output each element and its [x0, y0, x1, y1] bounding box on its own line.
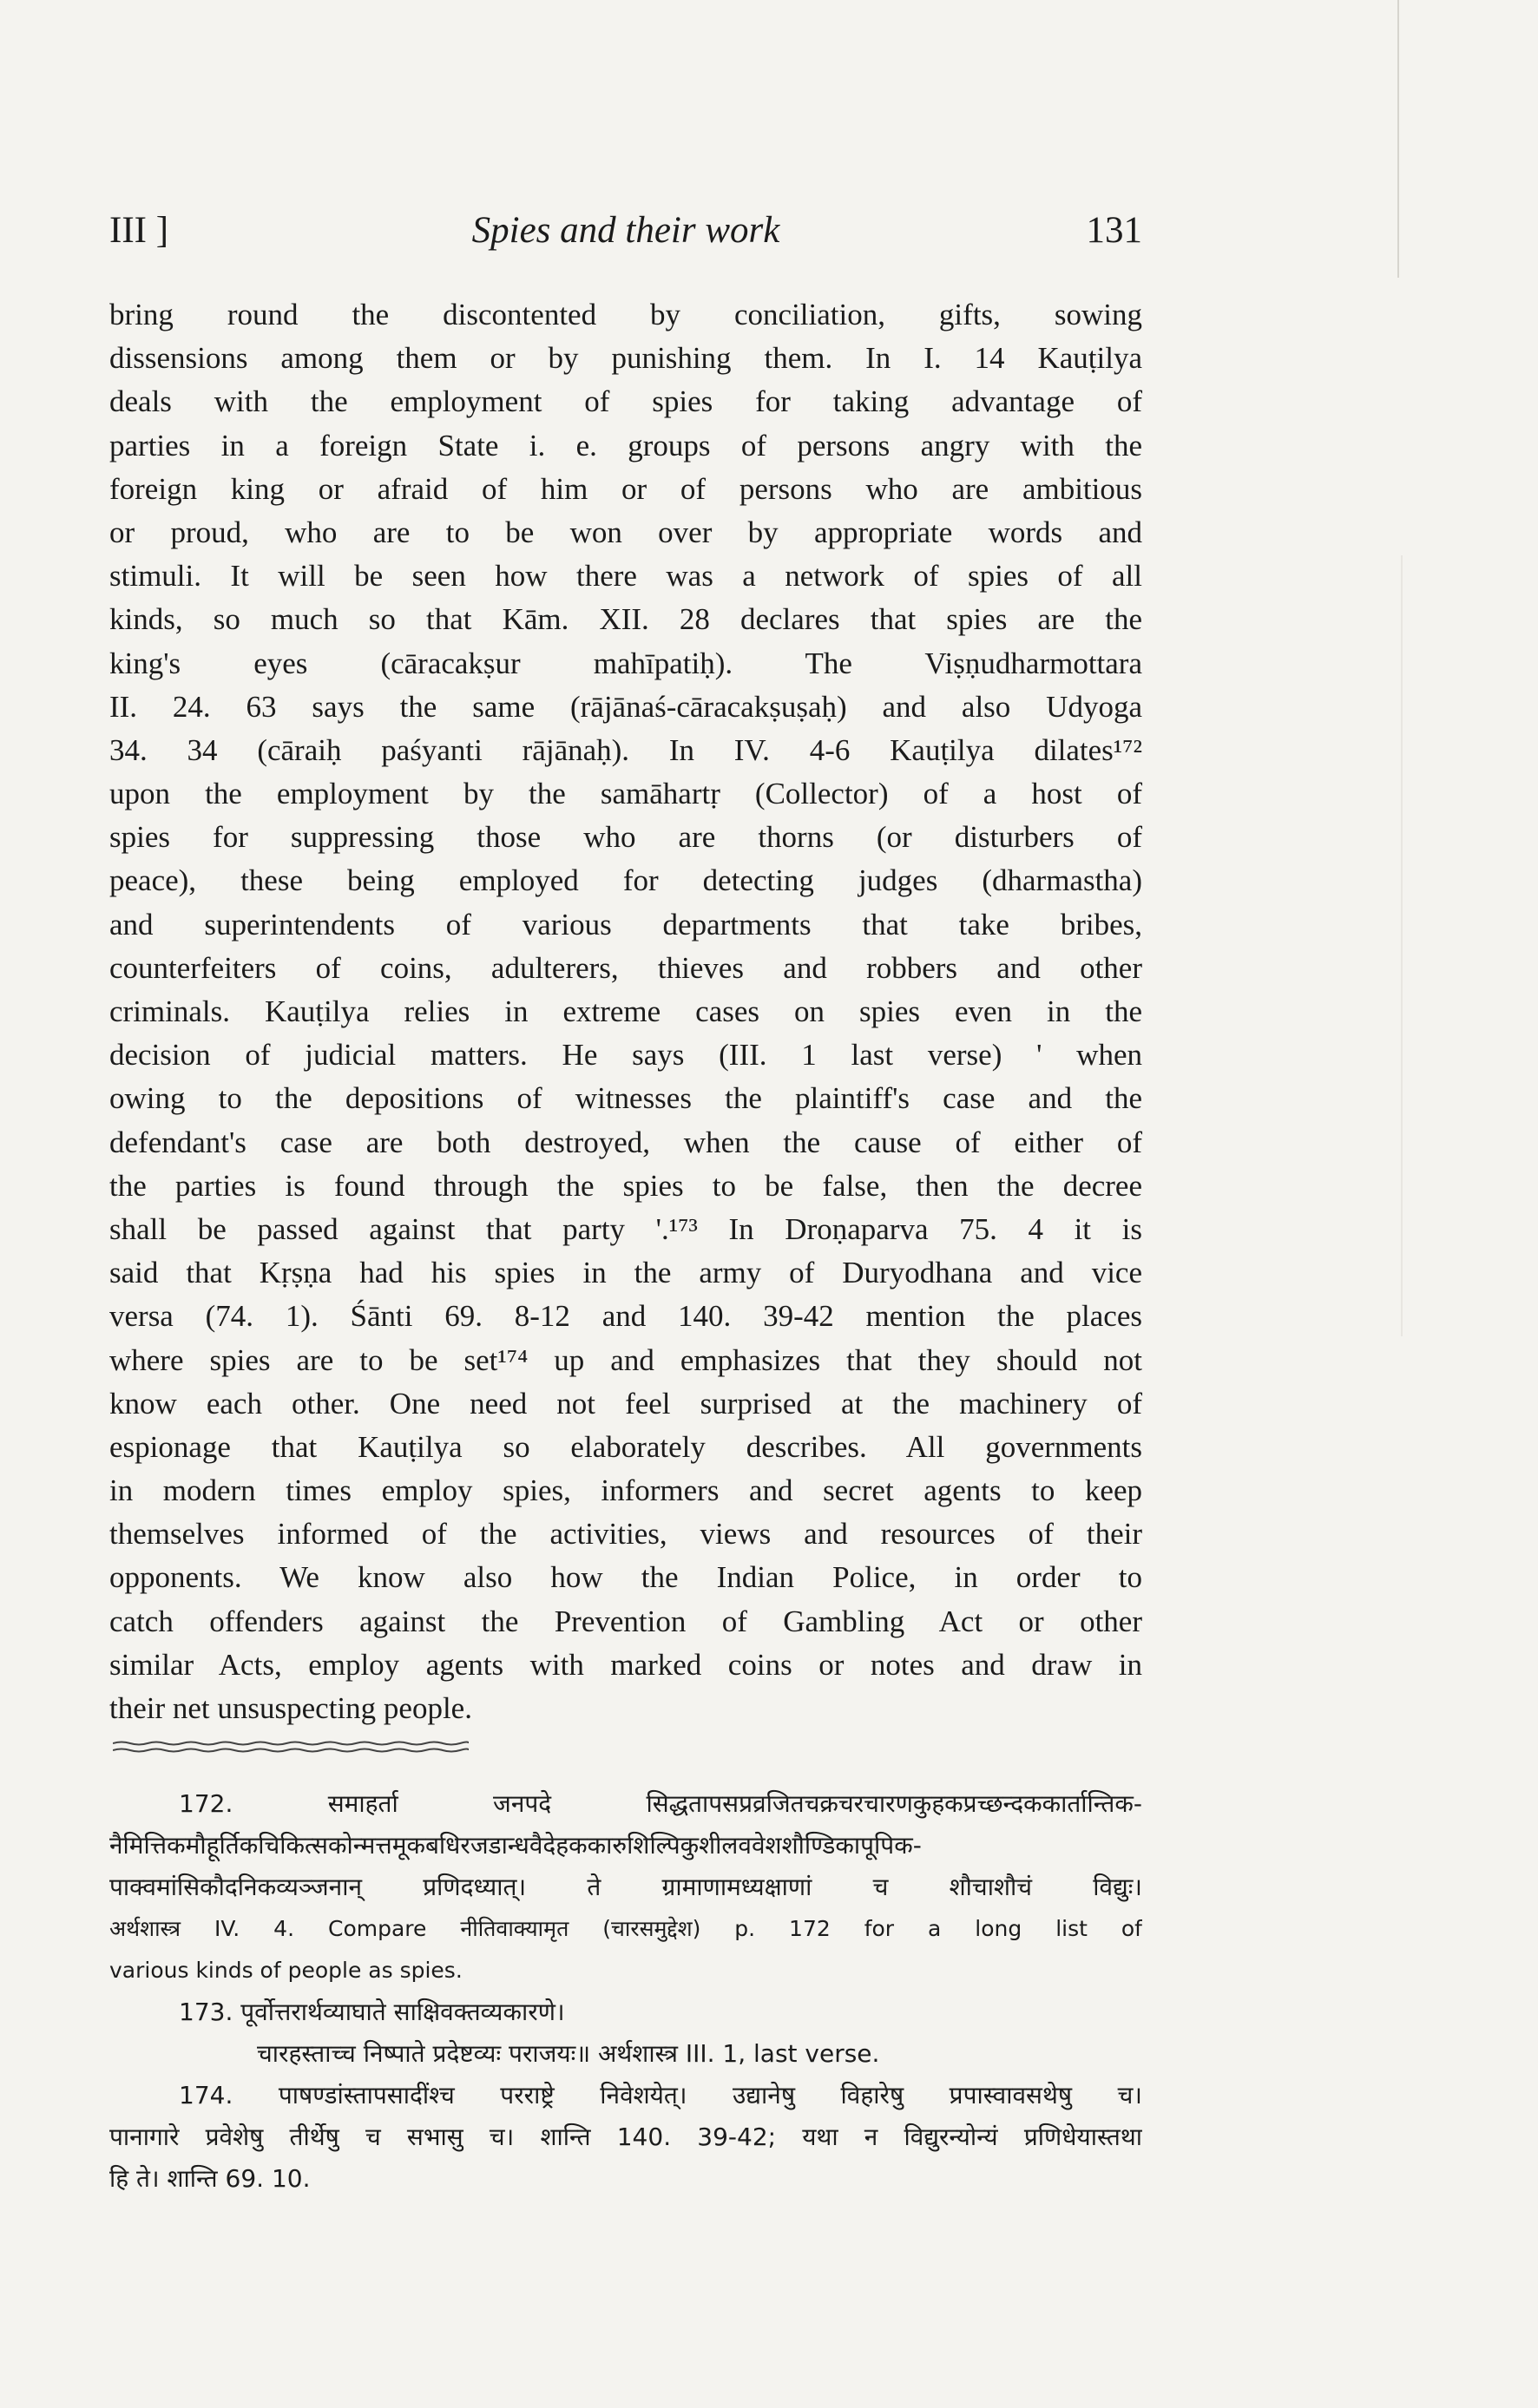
text-line: counterfeiters of coins, adulterers, thieves and robbers and other: [109, 950, 1142, 985]
running-title: Spies and their work: [471, 210, 780, 251]
text-line: peace), these being employed for detecting judges (dharmastha): [109, 863, 1142, 898]
text-line: catch offenders against the Prevention of Gambling Act or other: [109, 1604, 1142, 1638]
text-line: II. 24. 63 says the same (rājānaś-cāracakṣuṣaḥ) and also Udyoga: [109, 689, 1142, 724]
text-line: deals with the employment of spies for taking advantage of: [109, 384, 1142, 419]
footnote-174-line: 174. पाषण्डांस्तापसादींश्च परराष्ट्रे निवेशयेत्। उद्यानेषु विहारेषु प्रपास्वावसथेषु च।: [179, 2081, 1142, 2109]
text-line: in modern times employ spies, informers and secret agents to keep: [109, 1473, 1142, 1508]
text-line: criminals. Kauṭilya relies in extreme cases on spies even in the: [109, 994, 1142, 1028]
text-line: similar Acts, employ agents with marked coins or notes and draw in: [109, 1647, 1142, 1682]
footnote-172-line: नैमित्तिकमौहूर्तिकचिकित्सकोन्मत्तमूकबधिरजडान्धवैदेहककारुशिल्पिकुशीलववेशशौण्डिकापूपिक-: [109, 1831, 922, 1860]
text-line: defendant's case are both destroyed, when the cause of either of: [109, 1125, 1142, 1159]
text-line: themselves informed of the activities, views and resources of their: [109, 1517, 1142, 1552]
footnote-divider: [113, 1741, 469, 1756]
text-line: owing to the depositions of witnesses the plaintiff's case and the: [109, 1081, 1142, 1116]
footnote-172-line: 172. समाहर्ता जनपदे सिद्धतापसप्रव्रजितचक्रचरचारणकुहकप्रच्छन्दककार्तान्तिक-: [179, 1789, 1142, 1818]
text-line: dissensions among them or by punishing them. In I. 14 Kauṭilya: [109, 341, 1142, 376]
text-line: king's eyes (cāracakṣur mahīpatiḥ). The Viṣṇudharmottara: [109, 646, 1142, 680]
text-line: or proud, who are to be won over by appropriate words and: [109, 515, 1142, 549]
text-line: know each other. One need not feel surprised at the machinery of: [109, 1386, 1142, 1421]
text-line: their net unsuspecting people.: [109, 1691, 472, 1725]
footnote-174-line: हि ते। शान्ति 69. 10.: [109, 2164, 311, 2193]
running-header: [109, 205, 1142, 257]
page-number: 131: [1086, 210, 1142, 251]
text-line: the parties is found through the spies to be false, then the decree: [109, 1168, 1142, 1203]
footnote-173-line: 173. पूर्वोत्तरार्थव्याघाते साक्षिवक्तव्यकारणे।: [179, 1998, 565, 2026]
text-line: shall be passed against that party '.¹⁷³ In Droṇaparva 75. 4 it is: [109, 1211, 1142, 1246]
wavy-rule-icon: [113, 1741, 469, 1756]
chapter-marker: III ]: [109, 210, 169, 251]
text-line: versa (74. 1). Śānti 69. 8-12 and 140. 39-42 mention the places: [109, 1299, 1142, 1334]
text-line: decision of judicial matters. He says (III. 1 last verse) ' when: [109, 1038, 1142, 1073]
footnote-173-line: चारहस्ताच्च निष्पाते प्रदेष्टव्यः पराजयः॥ अर्थशास्त्र III. 1, last verse.: [257, 2039, 880, 2068]
text-line: kinds, so much so that Kām. XII. 28 declares that spies are the: [109, 602, 1142, 637]
text-line: upon the employment by the samāhartṛ (Collector) of a host of: [109, 777, 1142, 811]
text-line: 34. 34 (cāraiḥ paśyanti rājānaḥ). In IV. 4-6 Kauṭilya dilates¹⁷²: [109, 732, 1142, 767]
footnote-172-line: पाक्वमांसिकौदनिकव्यञ्जनान् प्रणिदध्यात्। ते ग्रामाणामध्यक्षाणां च शौचाशौचं विद्युः।: [109, 1873, 1142, 1901]
footnotes: [109, 1783, 1142, 2200]
footnote-174-line: पानागारे प्रवेशेषु तीर्थेषु च सभासु च। शान्ति 140. 39-42; यथा न विद्युरन्योन्यं प्रणिधेयास्तथा: [109, 2123, 1142, 2151]
main-text: [109, 293, 1142, 1730]
scan-edge-shadow: [1401, 555, 1403, 1336]
text-line: and superintendents of various departments that take bribes,: [109, 907, 1142, 942]
text-line: foreign king or afraid of him or of persons who are ambitious: [109, 471, 1142, 506]
text-line: where spies are to be set¹⁷⁴ up and emphasizes that they should not: [109, 1342, 1142, 1377]
scan-edge-line: [1397, 0, 1399, 278]
text-line: espionage that Kauṭilya so elaborately describes. All governments: [109, 1429, 1142, 1464]
text-line: stimuli. It will be seen how there was a network of spies of all: [109, 559, 1142, 594]
text-line: parties in a foreign State i. e. groups of persons angry with the: [109, 428, 1142, 463]
text-line: bring round the discontented by conciliation, gifts, sowing: [109, 298, 1142, 331]
text-line: spies for suppressing those who are thorns (or disturbers of: [109, 820, 1142, 855]
text-line: opponents. We know also how the Indian Police, in order to: [109, 1560, 1142, 1595]
text-line: said that Kṛṣṇa had his spies in the army of Duryodhana and vice: [109, 1256, 1142, 1290]
footnote-172-line: अर्थशास्त्र IV. 4. Compare नीतिवाक्यामृत (चारसमुद्देश) p. 172 for a long list of: [109, 1916, 1142, 1941]
footnote-172-line: various kinds of people as spies.: [109, 1958, 463, 1983]
